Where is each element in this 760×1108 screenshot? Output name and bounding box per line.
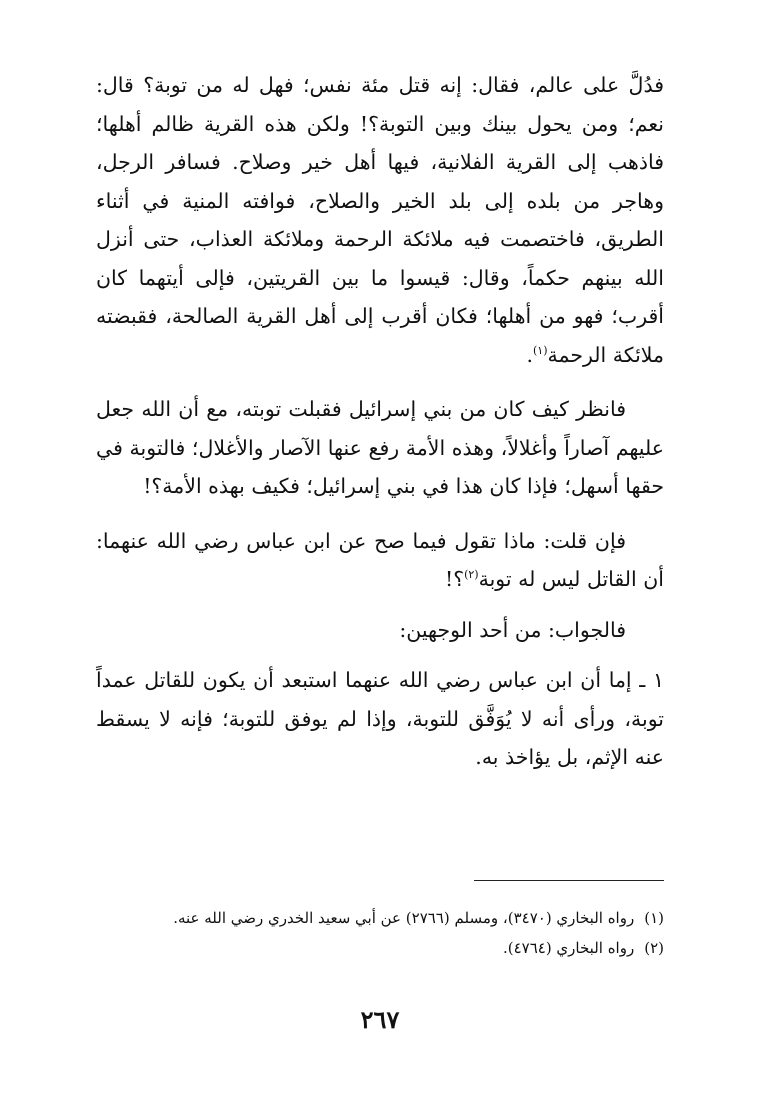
- paragraph-1-end: .: [526, 342, 533, 367]
- paragraph-1: [96, 66, 664, 374]
- paragraph-3-end: ؟!: [444, 567, 465, 591]
- footnote-2-text: رواه البخاري (٤٧٦٤).: [502, 939, 635, 957]
- footnote-1-text: رواه البخاري (٣٤٧٠)، ومسلم (٢٧٦٦) عن أبي سعيد الخدري رضي الله عنه.: [173, 909, 635, 927]
- footnote-ref-1: (١): [532, 343, 548, 357]
- paragraph-3: [96, 522, 664, 599]
- footnotes: [96, 903, 664, 963]
- paragraph-4: فالجواب: من أحد الوجهين:: [399, 617, 626, 642]
- paragraph-5: ١ ـ إما أن ابن عباس رضي الله عنهما استبعد أن يكون للقاتل عمداً توبة، ورأى أنه لا يُوَفَّق للتوبة، وإذا لم يوفق للتوبة؛ فإنه لا يسقط عنه الإثم، بل يؤاخذ به.: [96, 668, 664, 769]
- footnote-1: [96, 903, 664, 933]
- footnote-2: [96, 933, 664, 963]
- footnote-ref-2: (٢): [464, 568, 479, 582]
- paragraph-2: فانظر كيف كان من بني إسرائيل فقبلت توبته، مع أن الله جعل عليهم آصاراً وأغلالاً، وهذه الأمة رفع عنها الآصار والأغلال؛ فالتوبة في حقها أسهل؛ فإذا كان هذا في بني إسرائيل؛ فكيف بهذه الأمة؟!: [96, 397, 664, 498]
- page-number: ٢٦٧: [360, 1005, 400, 1034]
- paragraph-1-text: فدُلَّ على عالم، فقال: إنه قتل مئة نفس؛ فهل له من توبة؟ قال: نعم؛ ومن يحول بينك وبين التوبة؟! ولكن هذه القرية ظالم أهلها؛ فاذهب إلى القرية الفلانية، فيها أهل خير وصلاح. فسافر الرجل، وهاجر من بلده إلى بلد الخير والصلاح، فوافته المنية في أثناء الطريق، فاختصمت فيه ملائكة الرحمة وملائكة العذاب، حتى أنزل الله بينهم حكماً، وقال: قيسوا ما بين القريتين، فإلى أيتهما كان أقرب؛ فهو من أهلها؛ فكان أقرب إلى أهل القرية الصالحة، فقبضته ملائكة الرحمة: [96, 73, 664, 367]
- footnote-1-number: (١): [644, 909, 664, 927]
- page-body: [96, 66, 664, 777]
- paragraph-3-text: فإن قلت: ماذا تقول فيما صح عن ابن عباس رضي الله عنهما: أن القاتل ليس له توبة: [96, 528, 664, 591]
- footnote-2-number: (٢): [644, 939, 664, 957]
- footnote-separator: [474, 880, 664, 881]
